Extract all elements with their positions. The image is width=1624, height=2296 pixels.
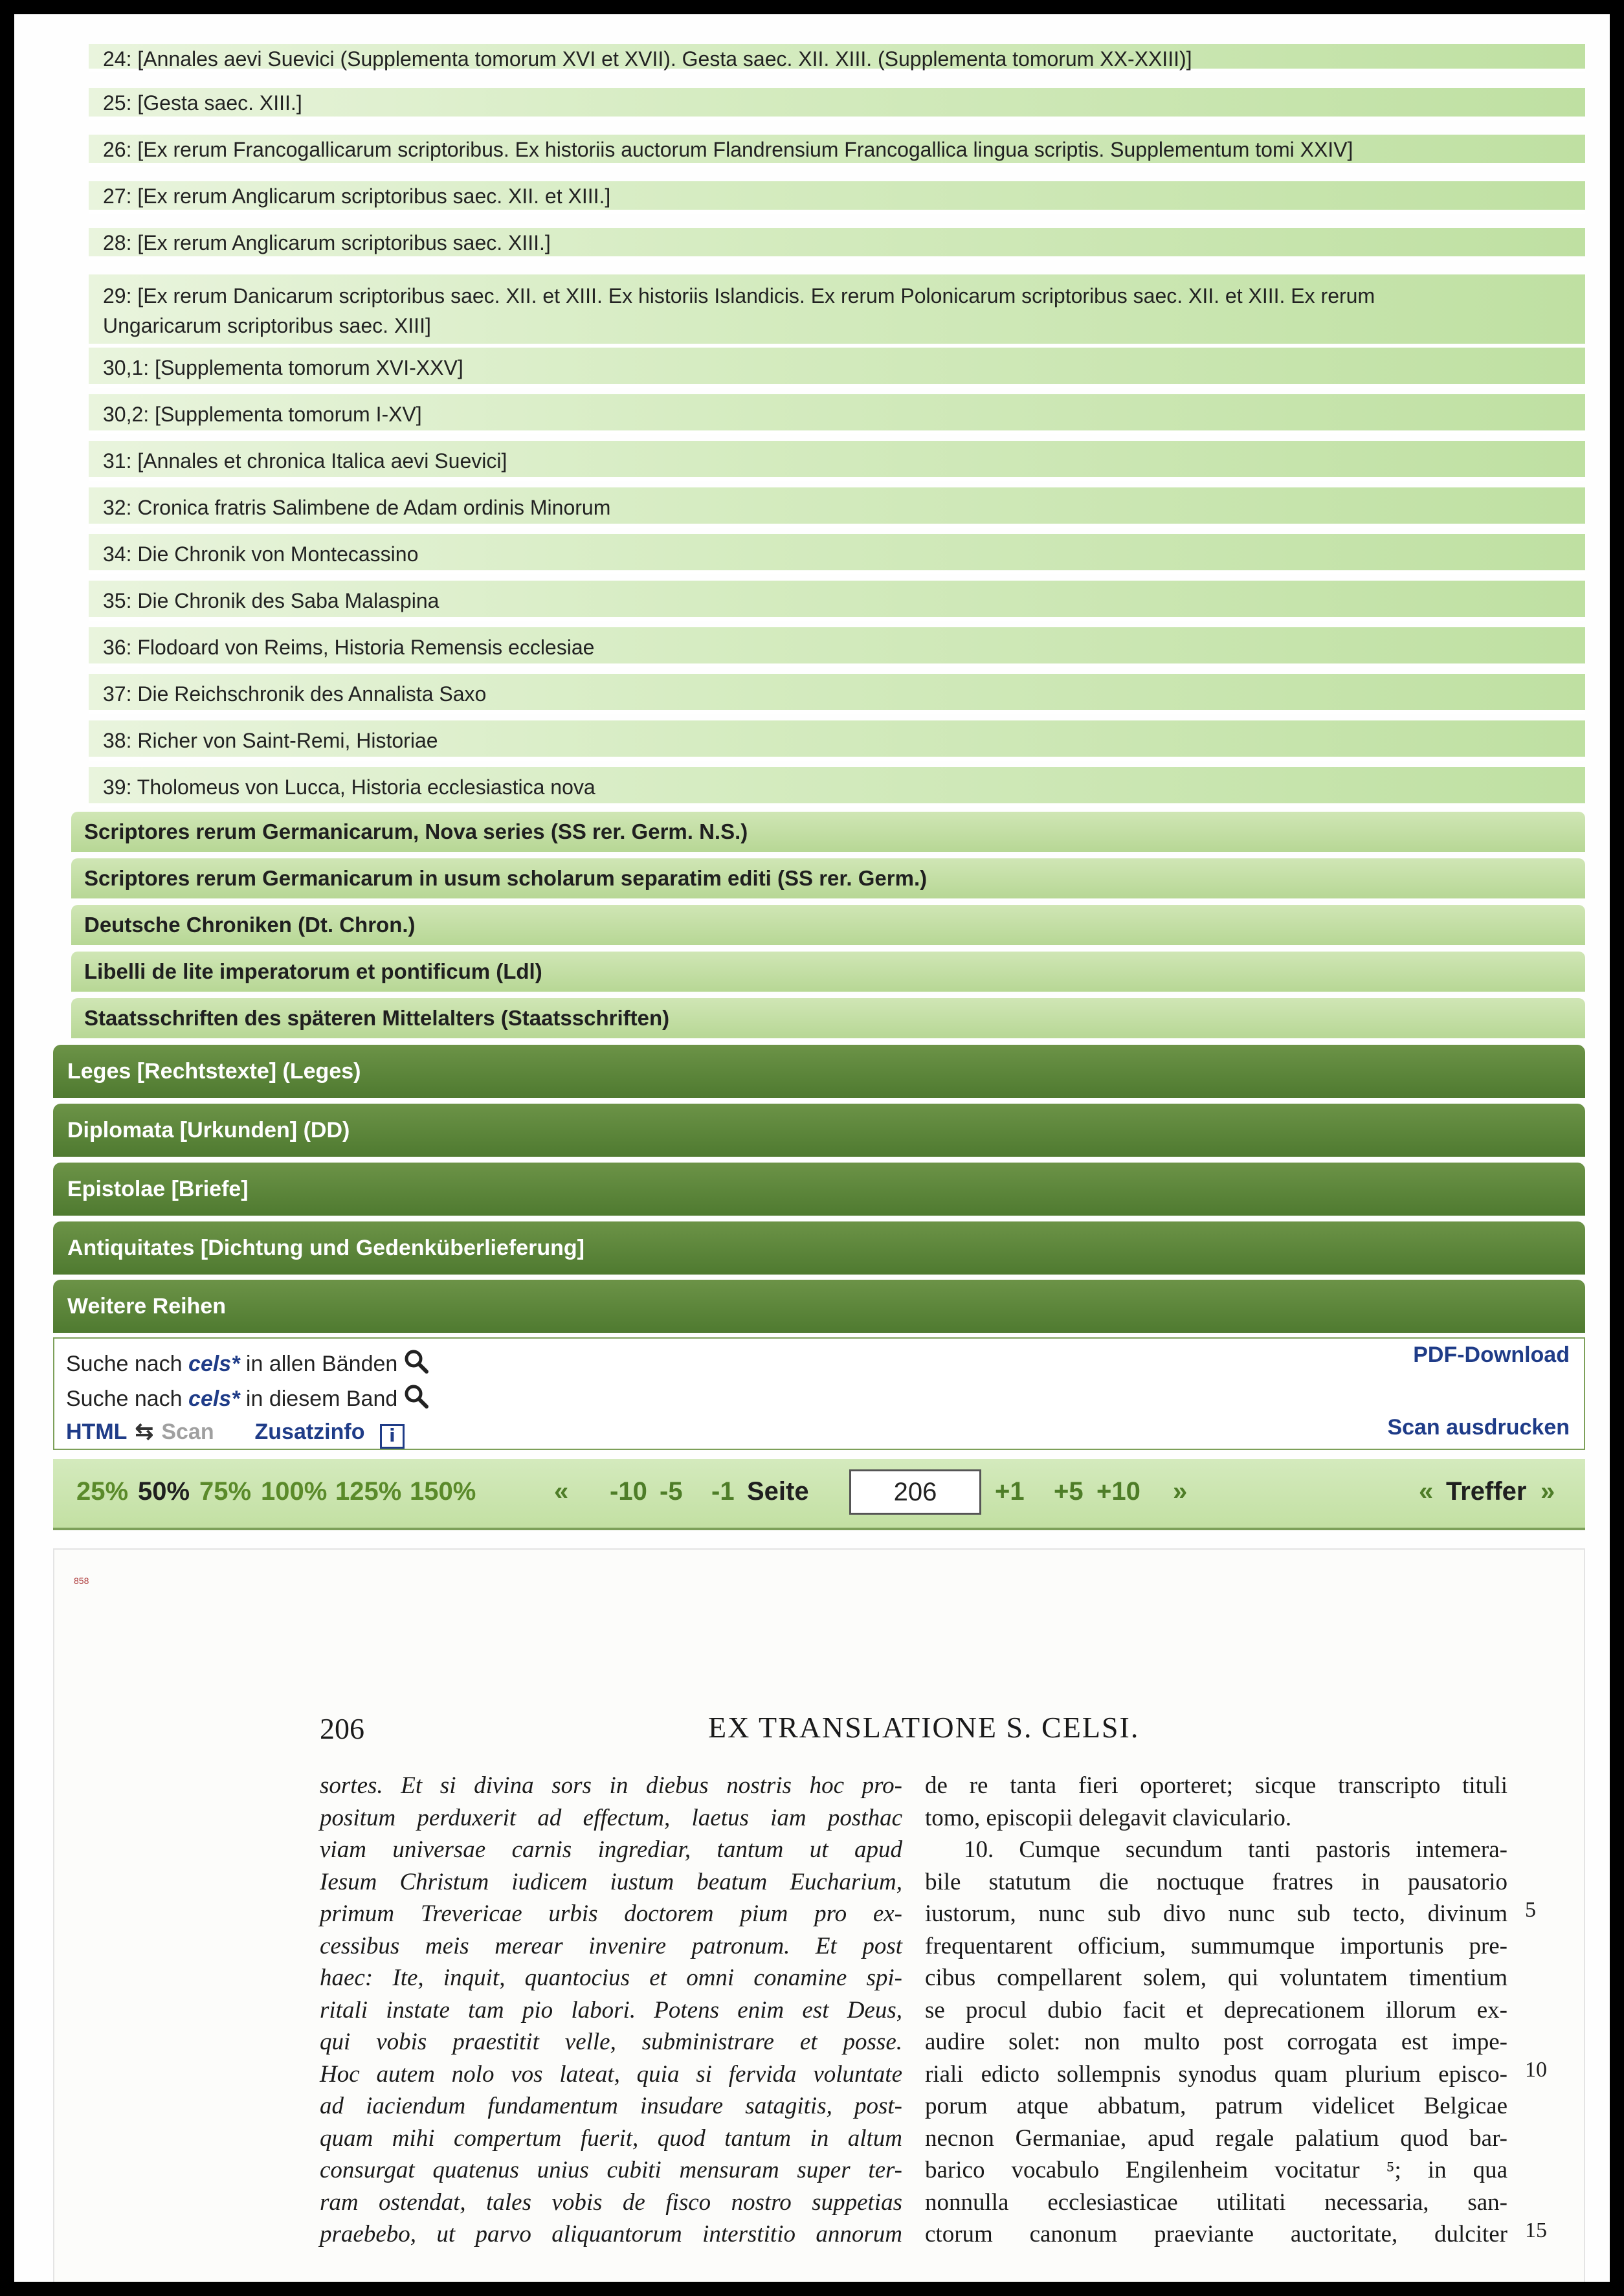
swap-icon[interactable]: ⇆	[135, 1420, 154, 1444]
zoom-50[interactable]: 50%	[138, 1477, 190, 1506]
volume-item-30-2[interactable]	[89, 394, 1585, 434]
page-navigation-bar	[53, 1459, 1585, 1530]
volume-label: 35: Die Chronik des Saba Malaspina	[103, 589, 439, 612]
text-line: ritali instate tam pio labori. Potens enim est Deus,	[320, 1996, 902, 2023]
scan-left-column	[320, 1770, 902, 2251]
search-toolbox	[53, 1337, 1585, 1450]
series-ldl[interactable]	[71, 952, 1585, 992]
zoom-150[interactable]: 150%	[410, 1477, 476, 1506]
plus-10-button[interactable]: +10	[1096, 1477, 1140, 1506]
volume-item-35[interactable]	[89, 581, 1585, 621]
volume-label: 36: Flodoard von Reims, Historia Remensis ecclesiae	[103, 636, 595, 659]
volume-item-25[interactable]	[89, 88, 1585, 120]
plus-1-button[interactable]: +1	[995, 1477, 1025, 1506]
series-label: Deutsche Chroniken (Dt. Chron.)	[84, 913, 416, 937]
first-page-icon[interactable]: «	[554, 1477, 569, 1506]
zusatzinfo-link[interactable]: Zusatzinfo	[254, 1420, 365, 1444]
text-line: bile statutum die noctuque fratres in pausatorio	[925, 1868, 1507, 1895]
last-page-icon[interactable]: »	[1173, 1477, 1188, 1506]
volume-label: 31: [Annales et chronica Italica aevi Suevici]	[103, 449, 507, 473]
volume-item-26[interactable]	[89, 135, 1585, 167]
section-label: Diplomata [Urkunden] (DD)	[67, 1118, 350, 1142]
search-prefix: Suche nach	[66, 1352, 183, 1376]
search-this-label: in diesem Band	[245, 1387, 398, 1411]
plus-5-button[interactable]: +5	[1054, 1477, 1084, 1506]
seite-label: Seite	[747, 1477, 809, 1506]
text-line: ctorum canonum praeviante auctoritate, dulciter	[925, 2221, 1507, 2247]
volume-label: 32: Cronica fratris Salimbene de Adam ordinis Minorum	[103, 496, 611, 519]
search-icon[interactable]	[404, 1384, 428, 1414]
search-prefix: Suche nach	[66, 1387, 183, 1411]
line-number: 10	[1525, 2058, 1547, 2082]
zoom-75[interactable]: 75%	[199, 1477, 252, 1506]
line-number: 5	[1525, 1898, 1536, 1922]
volume-item-31[interactable]	[89, 441, 1585, 481]
volume-label: 30,2: [Supplementa tomorum I-XV]	[103, 403, 422, 426]
page	[14, 14, 1610, 2282]
series-ss-rer-germ[interactable]	[71, 858, 1585, 898]
volume-label: 29: [Ex rerum Danicarum scriptoribus saec. XII. et XIII. Ex historiis Islandicis. Ex rerum Polonicarum scriptoribus saec. XII. et XIII. Ex rerum	[103, 284, 1375, 307]
volume-label-continued: Ungaricarum scriptoribus saec. XIII]	[103, 314, 431, 337]
minus-1-button[interactable]: -1	[711, 1477, 735, 1506]
text-line: 10. Cumque secundum tanti pastoris intemera-	[964, 1836, 1507, 1863]
page-number-input[interactable]: 206	[849, 1469, 981, 1515]
series-label: Staatsschriften des späteren Mittelalters (Staatsschriften)	[84, 1006, 670, 1030]
section-diplomata[interactable]	[53, 1104, 1585, 1157]
series-staatsschriften[interactable]	[71, 998, 1585, 1038]
search-all-volumes-row[interactable]	[66, 1349, 428, 1379]
search-all-label: in allen Bänden	[245, 1352, 398, 1376]
minus-5-button[interactable]: -5	[660, 1477, 683, 1506]
text-line: consurgat quatenus unius cubiti mensuram super ter-	[320, 2157, 902, 2183]
text-line: iustorum, nunc sub divo nunc sub tecto, divinum	[925, 1900, 1507, 1927]
volume-item-24[interactable]	[89, 44, 1585, 72]
volume-label: 27: [Ex rerum Anglicarum scriptoribus saec. XII. et XIII.]	[103, 184, 611, 208]
text-line: primum Trevericae urbis doctorem pium pro ex-	[320, 1900, 902, 1927]
text-line: praebebo, ut parvo aliquantorum interstitio annorum	[320, 2221, 902, 2247]
text-line: necnon Germaniae, apud regale palatium quod bar-	[925, 2124, 1507, 2152]
text-line: ram ostendat, tales vobis de fisco nostro suppetias	[320, 2189, 902, 2216]
section-epistolae[interactable]	[53, 1163, 1585, 1216]
text-line: cessibus meis merear invenire patronum. Et post	[320, 1932, 902, 1959]
text-line: cibus compellarent solem, qui voluntatem timentium	[925, 1965, 1507, 1991]
treffer-label: Treffer	[1446, 1477, 1527, 1506]
section-label: Leges [Rechtstexte] (Leges)	[67, 1059, 361, 1084]
volume-label: 38: Richer von Saint-Remi, Historiae	[103, 729, 438, 752]
section-label: Antiquitates [Dichtung und Gedenküberlieferung]	[67, 1236, 584, 1260]
volume-item-28[interactable]	[89, 228, 1585, 260]
series-dt-chron[interactable]	[71, 905, 1585, 945]
volume-item-37[interactable]	[89, 674, 1585, 714]
html-view-link[interactable]: HTML	[66, 1420, 128, 1444]
volume-label: 25: [Gesta saec. XIII.]	[103, 91, 302, 115]
scan-marker: 858	[74, 1576, 89, 1586]
volume-label: 39: Tholomeus von Lucca, Historia ecclesiastica nova	[103, 775, 595, 799]
text-line: se procul dubio facit et deprecationem illorum ex-	[925, 1996, 1507, 2023]
info-icon[interactable]: i	[380, 1424, 405, 1449]
previous-hit-icon[interactable]: «	[1419, 1477, 1434, 1506]
volume-item-30-1[interactable]	[89, 348, 1585, 388]
section-antiquitates[interactable]	[53, 1221, 1585, 1275]
text-line: de re tanta fieri oporteret; sicque transcripto tituli	[925, 1772, 1507, 1799]
text-line: audire solet: non multo post corrogata est impe-	[925, 2029, 1507, 2055]
zoom-125[interactable]: 125%	[335, 1477, 402, 1506]
search-term: cels*	[188, 1352, 240, 1376]
volume-label: 24: [Annales aevi Suevici (Supplementa tomorum XVI et XVII). Gesta saec. XII. XIII. (Supplementa tomorum XX-XXIII)]	[103, 47, 1192, 71]
volume-label: 30,1: [Supplementa tomorum XVI-XXV]	[103, 356, 463, 379]
volume-label: 37: Die Reichschronik des Annalista Saxo	[103, 682, 487, 706]
scan-print-link[interactable]: Scan ausdrucken	[1387, 1415, 1570, 1440]
zoom-100[interactable]: 100%	[261, 1477, 328, 1506]
text-line: qui vobis praestitit velle, subministrare et posse.	[320, 2029, 902, 2055]
scan-page-number: 206	[320, 1712, 364, 1745]
pdf-download-link[interactable]: PDF-Download	[1413, 1343, 1570, 1367]
scan-viewer	[53, 1548, 1585, 2282]
section-label: Epistolae [Briefe]	[67, 1177, 249, 1201]
view-mode-row	[66, 1419, 405, 1449]
search-this-volume-row[interactable]	[66, 1384, 428, 1414]
line-number: 15	[1525, 2218, 1547, 2242]
text-line: haec: Ite, inquit, quantocius et omni conamine spi-	[320, 1965, 902, 1991]
scan-running-header: EX TRANSLATIONE S. CELSI.	[708, 1711, 1140, 1744]
search-icon[interactable]	[404, 1349, 428, 1379]
volume-item-29[interactable]	[89, 274, 1585, 348]
section-leges[interactable]	[53, 1045, 1585, 1098]
series-label: Scriptores rerum Germanicarum, Nova series (SS rer. Germ. N.S.)	[84, 819, 748, 843]
text-line: positum perduxerit ad effectum, laetus iam posthac	[320, 1804, 902, 1831]
text-line: sortes. Et si divina sors in diebus nostris hoc pro-	[320, 1772, 902, 1799]
text-line: Iesum Christum iudicem iustum beatum Eucharium,	[320, 1868, 902, 1895]
text-line: porum atque abbatum, patrum videlicet Belgicae	[925, 2093, 1507, 2119]
text-line: tomo, episcopii delegavit claviculario.	[925, 1804, 1292, 1831]
search-term: cels*	[188, 1387, 240, 1411]
series-label: Libelli de lite imperatorum et pontificum (Ldl)	[84, 959, 542, 983]
scan-right-column	[925, 1770, 1507, 2251]
volume-item-36[interactable]	[89, 627, 1585, 667]
text-line: viam universae carnis ingrediar, tantum ut apud	[320, 1836, 902, 1863]
volume-label: 26: [Ex rerum Francogallicarum scriptoribus. Ex historiis auctorum Flandrensium Francogallica lingua scriptis. Supplementum tomi XXIV]	[103, 138, 1353, 161]
text-line: ad iaciendum fundamentum insudare satagitis, post-	[320, 2093, 902, 2119]
next-hit-icon[interactable]: »	[1541, 1477, 1555, 1506]
text-line: Hoc autem nolo vos lateat, quia si fervida voluntate	[320, 2060, 902, 2088]
text-line: frequentarent officium, summumque importunis pre-	[925, 1932, 1507, 1959]
text-line: nonnulla ecclesiasticae utilitati necessaria, san-	[925, 2189, 1507, 2216]
volume-label: 28: [Ex rerum Anglicarum scriptoribus saec. XIII.]	[103, 231, 551, 254]
text-line: riali edicto sollempnis synodus quam plurium episco-	[925, 2060, 1507, 2088]
section-label: Weitere Reihen	[67, 1294, 227, 1319]
series-label: Scriptores rerum Germanicarum in usum scholarum separatim editi (SS rer. Germ.)	[84, 866, 928, 890]
volume-item-38[interactable]	[89, 720, 1585, 761]
volume-label: 34: Die Chronik von Montecassino	[103, 542, 419, 566]
zoom-25[interactable]: 25%	[76, 1477, 129, 1506]
volume-item-32[interactable]	[89, 487, 1585, 528]
scan-view-link[interactable]: Scan	[161, 1420, 214, 1444]
text-line: barico vocabulo Engilenheim vocitatur ⁵; in qua	[925, 2157, 1507, 2183]
text-line: quam mihi compertum fuerit, quod tantum in altum	[320, 2124, 902, 2152]
series-ss-rer-germ-ns[interactable]	[71, 812, 1585, 852]
minus-10-button[interactable]: -10	[610, 1477, 647, 1506]
volume-item-39[interactable]	[89, 767, 1585, 807]
section-weitere-reihen[interactable]	[53, 1280, 1585, 1333]
volume-item-34[interactable]	[89, 534, 1585, 574]
volume-item-27[interactable]	[89, 181, 1585, 214]
